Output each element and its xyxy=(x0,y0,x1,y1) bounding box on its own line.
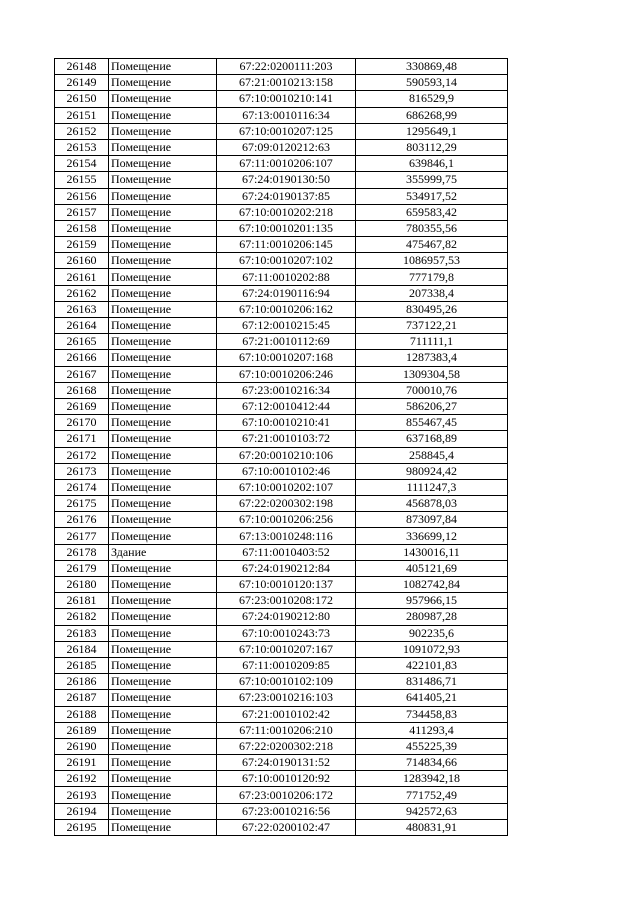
row-number: 26160 xyxy=(55,253,109,269)
object-type: Помещение xyxy=(109,479,217,495)
cadastral-number: 67:10:0010202:107 xyxy=(217,479,356,495)
table-row xyxy=(55,447,508,463)
cadastral-value: 637168,89 xyxy=(356,431,508,447)
cadastral-value: 830495,26 xyxy=(356,301,508,317)
object-type: Помещение xyxy=(109,139,217,155)
cadastral-number: 67:22:0200302:218 xyxy=(217,738,356,754)
cadastral-number: 67:10:0010202:218 xyxy=(217,204,356,220)
row-number: 26191 xyxy=(55,755,109,771)
table-row xyxy=(55,301,508,317)
object-type: Помещение xyxy=(109,755,217,771)
row-number: 26181 xyxy=(55,593,109,609)
table-row xyxy=(55,722,508,738)
cadastral-number: 67:10:0010243:73 xyxy=(217,625,356,641)
table-row xyxy=(55,706,508,722)
cadastral-number: 67:22:0200302:198 xyxy=(217,496,356,512)
cadastral-number: 67:10:0010206:246 xyxy=(217,366,356,382)
table-row xyxy=(55,91,508,107)
cadastral-number: 67:10:0010120:92 xyxy=(217,771,356,787)
cadastral-number: 67:24:0190131:52 xyxy=(217,755,356,771)
row-number: 26152 xyxy=(55,123,109,139)
row-number: 26186 xyxy=(55,674,109,690)
cadastral-number: 67:23:0010208:172 xyxy=(217,593,356,609)
cadastral-value: 455225,39 xyxy=(356,738,508,754)
cadastral-value: 336699,12 xyxy=(356,528,508,544)
cadastral-value: 777179,8 xyxy=(356,269,508,285)
cadastral-number: 67:10:0010102:109 xyxy=(217,674,356,690)
cadastral-number: 67:11:0010403:52 xyxy=(217,544,356,560)
cadastral-value: 1430016,11 xyxy=(356,544,508,560)
row-number: 26156 xyxy=(55,188,109,204)
cadastral-number: 67:11:0010206:107 xyxy=(217,156,356,172)
object-type: Помещение xyxy=(109,301,217,317)
cadastral-number: 67:13:0010248:116 xyxy=(217,528,356,544)
cadastral-value: 700010,76 xyxy=(356,382,508,398)
object-type: Помещение xyxy=(109,625,217,641)
row-number: 26170 xyxy=(55,415,109,431)
cadastral-value: 422101,83 xyxy=(356,657,508,673)
table-row xyxy=(55,285,508,301)
object-type: Помещение xyxy=(109,75,217,91)
table-row xyxy=(55,107,508,123)
cadastral-value: 902235,6 xyxy=(356,625,508,641)
cadastral-value: 641405,21 xyxy=(356,690,508,706)
table-row xyxy=(55,237,508,253)
cadastral-number: 67:10:0010206:256 xyxy=(217,512,356,528)
cadastral-value: 280987,28 xyxy=(356,609,508,625)
row-number: 26162 xyxy=(55,285,109,301)
cadastral-number: 67:11:0010206:145 xyxy=(217,237,356,253)
table-row xyxy=(55,496,508,512)
table-row xyxy=(55,59,508,75)
object-type: Помещение xyxy=(109,528,217,544)
cadastral-number: 67:23:0010206:172 xyxy=(217,787,356,803)
cadastral-value: 590593,14 xyxy=(356,75,508,91)
row-number: 26187 xyxy=(55,690,109,706)
cadastral-value: 639846,1 xyxy=(356,156,508,172)
table-row xyxy=(55,738,508,754)
row-number: 26163 xyxy=(55,301,109,317)
object-type: Помещение xyxy=(109,447,217,463)
object-type: Помещение xyxy=(109,237,217,253)
row-number: 26169 xyxy=(55,398,109,414)
cadastral-value: 475467,82 xyxy=(356,237,508,253)
cadastral-number: 67:23:0010216:34 xyxy=(217,382,356,398)
table-row xyxy=(55,755,508,771)
object-type: Помещение xyxy=(109,690,217,706)
object-type: Помещение xyxy=(109,253,217,269)
cadastral-value: 711111,1 xyxy=(356,334,508,350)
object-type: Помещение xyxy=(109,431,217,447)
object-type: Помещение xyxy=(109,706,217,722)
cadastral-value: 714834,66 xyxy=(356,755,508,771)
cadastral-value: 686268,99 xyxy=(356,107,508,123)
row-number: 26180 xyxy=(55,577,109,593)
row-number: 26173 xyxy=(55,463,109,479)
row-number: 26188 xyxy=(55,706,109,722)
object-type: Помещение xyxy=(109,366,217,382)
cadastral-number: 67:23:0010216:56 xyxy=(217,803,356,819)
cadastral-value: 1287383,4 xyxy=(356,350,508,366)
table-row xyxy=(55,544,508,560)
table-row xyxy=(55,463,508,479)
object-type: Помещение xyxy=(109,722,217,738)
row-number: 26171 xyxy=(55,431,109,447)
object-type: Помещение xyxy=(109,560,217,576)
row-number: 26155 xyxy=(55,172,109,188)
table-row xyxy=(55,253,508,269)
object-type: Помещение xyxy=(109,657,217,673)
object-type: Помещение xyxy=(109,382,217,398)
cadastral-value: 771752,49 xyxy=(356,787,508,803)
row-number: 26176 xyxy=(55,512,109,528)
cadastral-value: 1295649,1 xyxy=(356,123,508,139)
object-type: Здание xyxy=(109,544,217,560)
table-row xyxy=(55,690,508,706)
cadastral-value: 737122,21 xyxy=(356,318,508,334)
object-type: Помещение xyxy=(109,496,217,512)
cadastral-number: 67:10:0010207:167 xyxy=(217,641,356,657)
property-table xyxy=(54,58,508,836)
cadastral-value: 942572,63 xyxy=(356,803,508,819)
cadastral-value: 411293,4 xyxy=(356,722,508,738)
cadastral-number: 67:11:0010202:88 xyxy=(217,269,356,285)
object-type: Помещение xyxy=(109,398,217,414)
row-number: 26161 xyxy=(55,269,109,285)
row-number: 26154 xyxy=(55,156,109,172)
row-number: 26172 xyxy=(55,447,109,463)
object-type: Помещение xyxy=(109,819,217,835)
row-number: 26157 xyxy=(55,204,109,220)
table-row xyxy=(55,382,508,398)
row-number: 26151 xyxy=(55,107,109,123)
table-row xyxy=(55,75,508,91)
row-number: 26149 xyxy=(55,75,109,91)
cadastral-value: 1082742,84 xyxy=(356,577,508,593)
table-row xyxy=(55,577,508,593)
table-row xyxy=(55,512,508,528)
row-number: 26185 xyxy=(55,657,109,673)
row-number: 26179 xyxy=(55,560,109,576)
table-row xyxy=(55,398,508,414)
table-row xyxy=(55,220,508,236)
table-body xyxy=(55,59,508,836)
document-sheet xyxy=(54,58,507,836)
object-type: Помещение xyxy=(109,188,217,204)
table-row xyxy=(55,819,508,835)
row-number: 26182 xyxy=(55,609,109,625)
table-row xyxy=(55,350,508,366)
row-number: 26178 xyxy=(55,544,109,560)
cadastral-value: 1283942,18 xyxy=(356,771,508,787)
cadastral-value: 1091072,93 xyxy=(356,641,508,657)
cadastral-value: 1111247,3 xyxy=(356,479,508,495)
object-type: Помещение xyxy=(109,641,217,657)
table-row xyxy=(55,625,508,641)
cadastral-number: 67:09:0120212:63 xyxy=(217,139,356,155)
cadastral-number: 67:10:0010102:46 xyxy=(217,463,356,479)
cadastral-number: 67:22:0200111:203 xyxy=(217,59,356,75)
row-number: 26192 xyxy=(55,771,109,787)
object-type: Помещение xyxy=(109,123,217,139)
cadastral-number: 67:10:0010206:162 xyxy=(217,301,356,317)
object-type: Помещение xyxy=(109,674,217,690)
cadastral-value: 780355,56 xyxy=(356,220,508,236)
object-type: Помещение xyxy=(109,269,217,285)
cadastral-number: 67:23:0010216:103 xyxy=(217,690,356,706)
cadastral-number: 67:10:0010207:102 xyxy=(217,253,356,269)
object-type: Помещение xyxy=(109,156,217,172)
cadastral-value: 957966,15 xyxy=(356,593,508,609)
cadastral-number: 67:10:0010207:125 xyxy=(217,123,356,139)
object-type: Помещение xyxy=(109,318,217,334)
cadastral-value: 207338,4 xyxy=(356,285,508,301)
object-type: Помещение xyxy=(109,463,217,479)
cadastral-number: 67:13:0010116:34 xyxy=(217,107,356,123)
cadastral-value: 330869,48 xyxy=(356,59,508,75)
object-type: Помещение xyxy=(109,107,217,123)
table-row xyxy=(55,431,508,447)
object-type: Помещение xyxy=(109,415,217,431)
table-row xyxy=(55,479,508,495)
cadastral-value: 480831,91 xyxy=(356,819,508,835)
cadastral-value: 803112,29 xyxy=(356,139,508,155)
row-number: 26165 xyxy=(55,334,109,350)
cadastral-value: 734458,83 xyxy=(356,706,508,722)
cadastral-number: 67:10:0010210:41 xyxy=(217,415,356,431)
table-row xyxy=(55,803,508,819)
object-type: Помещение xyxy=(109,577,217,593)
object-type: Помещение xyxy=(109,204,217,220)
table-row xyxy=(55,415,508,431)
cadastral-value: 831486,71 xyxy=(356,674,508,690)
object-type: Помещение xyxy=(109,512,217,528)
table-row xyxy=(55,771,508,787)
table-row xyxy=(55,269,508,285)
row-number: 26183 xyxy=(55,625,109,641)
cadastral-value: 1086957,53 xyxy=(356,253,508,269)
cadastral-value: 816529,9 xyxy=(356,91,508,107)
row-number: 26148 xyxy=(55,59,109,75)
cadastral-value: 534917,52 xyxy=(356,188,508,204)
row-number: 26174 xyxy=(55,479,109,495)
table-row xyxy=(55,188,508,204)
cadastral-number: 67:24:0190130:50 xyxy=(217,172,356,188)
cadastral-value: 355999,75 xyxy=(356,172,508,188)
cadastral-value: 980924,42 xyxy=(356,463,508,479)
row-number: 26194 xyxy=(55,803,109,819)
table-row xyxy=(55,156,508,172)
row-number: 26150 xyxy=(55,91,109,107)
cadastral-number: 67:10:0010210:141 xyxy=(217,91,356,107)
object-type: Помещение xyxy=(109,334,217,350)
table-row xyxy=(55,593,508,609)
cadastral-value: 1309304,58 xyxy=(356,366,508,382)
cadastral-number: 67:22:0200102:47 xyxy=(217,819,356,835)
table-row xyxy=(55,334,508,350)
object-type: Помещение xyxy=(109,91,217,107)
object-type: Помещение xyxy=(109,220,217,236)
cadastral-number: 67:10:0010207:168 xyxy=(217,350,356,366)
object-type: Помещение xyxy=(109,787,217,803)
object-type: Помещение xyxy=(109,350,217,366)
cadastral-number: 67:12:0010215:45 xyxy=(217,318,356,334)
row-number: 26195 xyxy=(55,819,109,835)
table-row xyxy=(55,204,508,220)
cadastral-number: 67:12:0010412:44 xyxy=(217,398,356,414)
cadastral-number: 67:21:0010112:69 xyxy=(217,334,356,350)
cadastral-number: 67:11:0010206:210 xyxy=(217,722,356,738)
cadastral-number: 67:24:0190212:80 xyxy=(217,609,356,625)
row-number: 26166 xyxy=(55,350,109,366)
row-number: 26153 xyxy=(55,139,109,155)
row-number: 26158 xyxy=(55,220,109,236)
table-row xyxy=(55,657,508,673)
cadastral-value: 855467,45 xyxy=(356,415,508,431)
row-number: 26193 xyxy=(55,787,109,803)
row-number: 26159 xyxy=(55,237,109,253)
table-row xyxy=(55,528,508,544)
object-type: Помещение xyxy=(109,59,217,75)
table-row xyxy=(55,674,508,690)
table-row xyxy=(55,172,508,188)
table-row xyxy=(55,139,508,155)
cadastral-value: 873097,84 xyxy=(356,512,508,528)
row-number: 26175 xyxy=(55,496,109,512)
table-row xyxy=(55,318,508,334)
cadastral-number: 67:11:0010209:85 xyxy=(217,657,356,673)
row-number: 26164 xyxy=(55,318,109,334)
table-row xyxy=(55,560,508,576)
object-type: Помещение xyxy=(109,738,217,754)
object-type: Помещение xyxy=(109,593,217,609)
cadastral-value: 405121,69 xyxy=(356,560,508,576)
object-type: Помещение xyxy=(109,285,217,301)
cadastral-number: 67:21:0010102:42 xyxy=(217,706,356,722)
table-row xyxy=(55,641,508,657)
row-number: 26184 xyxy=(55,641,109,657)
cadastral-number: 67:10:0010201:135 xyxy=(217,220,356,236)
row-number: 26168 xyxy=(55,382,109,398)
cadastral-number: 67:20:0010210:106 xyxy=(217,447,356,463)
cadastral-value: 456878,03 xyxy=(356,496,508,512)
row-number: 26189 xyxy=(55,722,109,738)
cadastral-value: 258845,4 xyxy=(356,447,508,463)
cadastral-number: 67:24:0190212:84 xyxy=(217,560,356,576)
object-type: Помещение xyxy=(109,172,217,188)
object-type: Помещение xyxy=(109,771,217,787)
row-number: 26167 xyxy=(55,366,109,382)
cadastral-number: 67:21:0010213:158 xyxy=(217,75,356,91)
table-row xyxy=(55,609,508,625)
cadastral-number: 67:21:0010103:72 xyxy=(217,431,356,447)
object-type: Помещение xyxy=(109,609,217,625)
table-row xyxy=(55,366,508,382)
object-type: Помещение xyxy=(109,803,217,819)
cadastral-value: 586206,27 xyxy=(356,398,508,414)
row-number: 26177 xyxy=(55,528,109,544)
cadastral-number: 67:24:0190137:85 xyxy=(217,188,356,204)
row-number: 26190 xyxy=(55,738,109,754)
table-row xyxy=(55,123,508,139)
table-row xyxy=(55,787,508,803)
cadastral-number: 67:24:0190116:94 xyxy=(217,285,356,301)
cadastral-number: 67:10:0010120:137 xyxy=(217,577,356,593)
cadastral-value: 659583,42 xyxy=(356,204,508,220)
